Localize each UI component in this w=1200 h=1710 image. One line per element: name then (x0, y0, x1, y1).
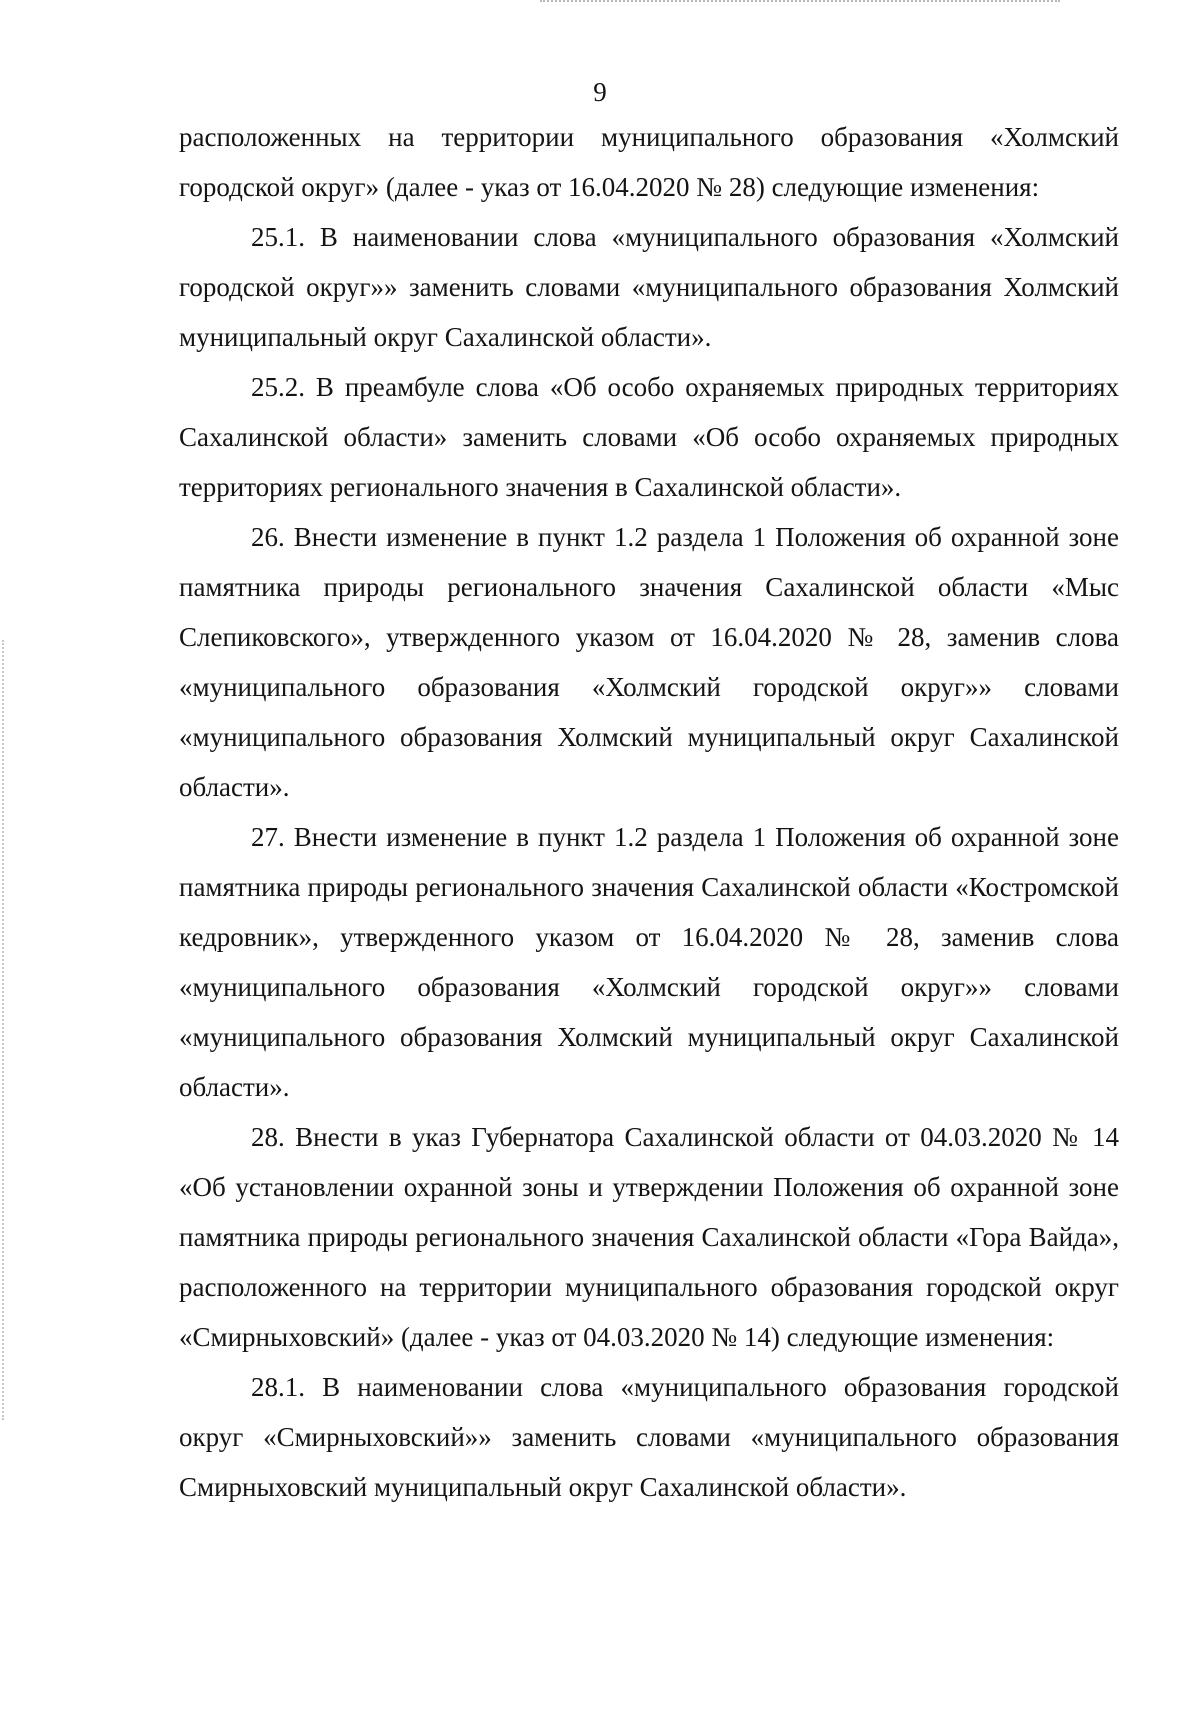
page-number: 9 (593, 77, 607, 107)
paragraph-28: 28. Внести в указ Губернатора Сахалинской области от 04.03.2020 № 14 «Об установлении охранной зоны и утверждении Положения об охранной зоне памятника природы регионального значения Сахалинской области «Гора Вайда», расположенного на территории муниципального образования городской округ «Смирныховский» (далее - указ от 04.03.2020 № 14) следующие изменения: (179, 1122, 1119, 1352)
scan-artifact-left (2, 640, 6, 1420)
paragraph-26: 26. Внести изменение в пункт 1.2 раздела 1 Положения об охранной зоне памятника природы регионального значения Сахалинской области «Мыс Слепиковского», утвержденного указом от 16.04.2020 № 28, заменив слова «муниципального образования «Холмский городской округ»» словами «муниципального образования Холмский муниципальный округ Сахалинской области». (179, 522, 1119, 802)
paragraph-28-1: 28.1. В наименовании слова «муниципального образования городской округ «Смирныховский»» заменить словами «муниципального образования Смирныховский муниципальный округ Сахалинской области». (179, 1372, 1119, 1502)
document-body (179, 112, 1119, 1512)
scan-artifact-top (540, 0, 1060, 5)
paragraph-continuation: расположенных на территории муниципального образования «Холмский городской округ» (далее - указ от 16.04.2020 № 28) следующие изменения: (179, 122, 1119, 202)
paragraph-27: 27. Внести изменение в пункт 1.2 раздела 1 Положения об охранной зоне памятника природы регионального значения Сахалинской области «Костромской кедровник», утвержденного указом от 16.04.2020 № 28, заменив слова «муниципального образования «Холмский городской округ»» словами «муниципального образования Холмский муниципальный округ Сахалинской области». (179, 822, 1119, 1102)
paragraph-25-2: 25.2. В преамбуле слова «Об особо охраняемых природных территориях Сахалинской области» заменить словами «Об особо охраняемых природных территориях регионального значения в Сахалинской области». (179, 372, 1119, 502)
paragraph-25-1: 25.1. В наименовании слова «муниципального образования «Холмский городской округ»» заменить словами «муниципального образования Холмский муниципальный округ Сахалинской области». (179, 222, 1119, 352)
